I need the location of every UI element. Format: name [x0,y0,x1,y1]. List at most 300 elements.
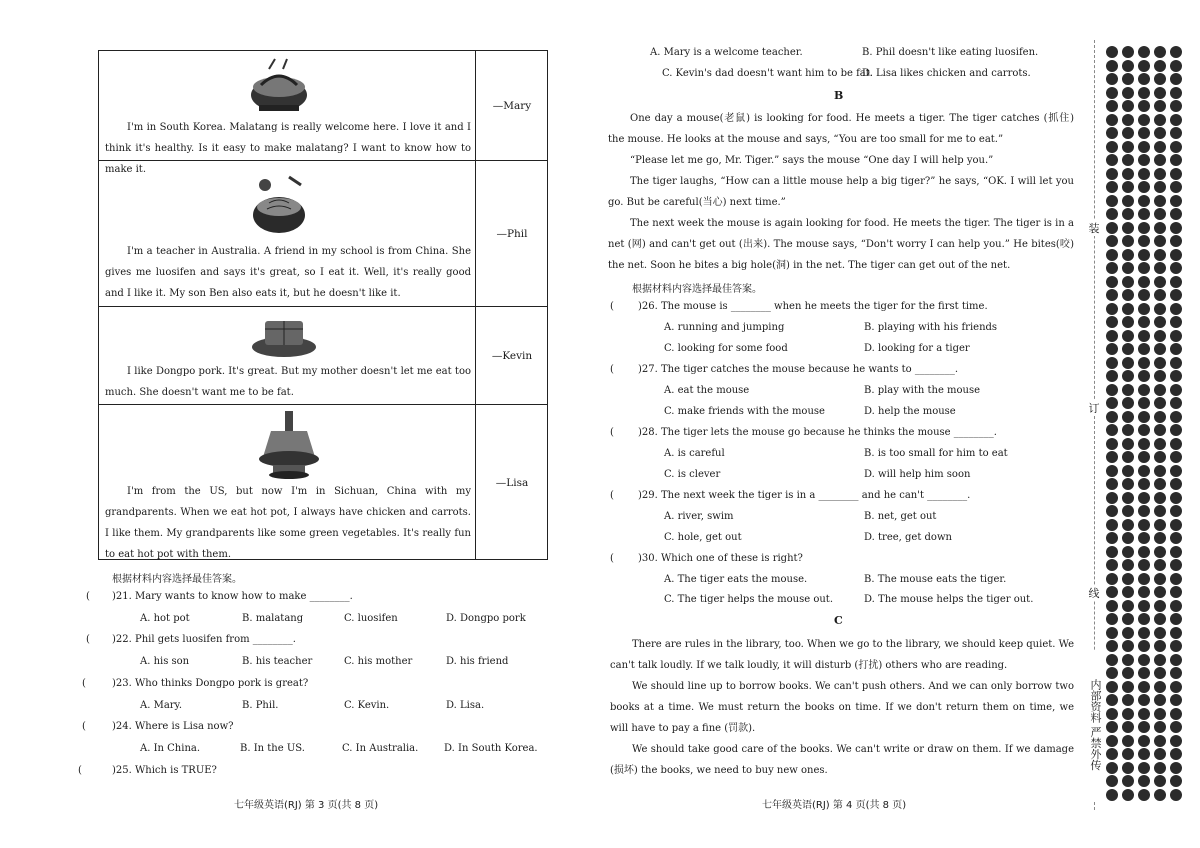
binding-dot [1154,141,1166,153]
binding-dot [1122,492,1134,504]
binding-dot [1138,357,1150,369]
option: C. In Australia. [342,743,419,754]
binding-dot [1138,262,1150,274]
binding-dot [1170,384,1182,396]
binding-dot [1170,762,1182,774]
binding-dot [1122,370,1134,382]
binding-dot [1122,87,1134,99]
binding-dot [1154,559,1166,571]
binding-dot [1138,330,1150,342]
story-paragraph: “Please let me go, Mr. Tiger.” says the mouse “One day I will help you.” [630,155,994,166]
question-22: )22. Phil gets luosifen from ________. [112,634,296,645]
binding-dot [1138,316,1150,328]
binding-dot [1138,249,1150,261]
binding-dot [1122,330,1134,342]
binding-dot [1138,181,1150,193]
binding-dot [1106,222,1118,234]
binding-dot [1170,586,1182,598]
option: C. Kevin. [344,700,390,711]
binding-dot [1122,127,1134,139]
binding-dot [1154,100,1166,112]
binding-dot [1170,748,1182,760]
binding-dot [1170,235,1182,247]
option: D. The mouse helps the tiger out. [864,594,1034,605]
binding-dot [1170,87,1182,99]
binding-dot [1122,222,1134,234]
binding-dot [1138,235,1150,247]
question-26: )26. The mouse is ________ when he meets the tiger for the first time. [638,301,988,312]
binding-dot [1170,532,1182,544]
binding-dot [1122,235,1134,247]
binding-dot [1122,762,1134,774]
option: C. luosifen [344,613,398,624]
binding-dot [1122,438,1134,450]
binding-dot [1170,451,1182,463]
dongpo-pork-icon [249,313,319,359]
binding-dot [1138,276,1150,288]
binding-dot [1170,397,1182,409]
right-page: A. Mary is a welcome teacher. B. Phil doesn't like eating luosifen. C. Kevin's dad doesn't want him to be fat. D. Lisa likes chicken and carrots. B One day a mouse(老鼠) is looking for food. He meets a tiger. The tiger catches (抓住) the mouse. He looks at the mouse and says, “You are too small for me to eat.” “Please let me go, Mr. Tiger.” says the mouse “One day I will help you.” The tiger laughs, “How can a little mouse help a big tiger?” he says, “OK. I will let you go. But be careful(当心) next time.” The next week the mouse is again looking for food. He meets the tiger. The tiger is in a net (网) and can't get out (出来). The mouse says, “Don't worry I can help you.” He bites(咬) the net. Soon he bites a big hole(洞) in the net. The tiger can get out of the net. 根据材料内容选择最佳答案。 ( )26. The mouse is ________ when he meets the tiger for the first time. A. running and jumping B. playing with his friends C. looking for some food D. looking for a tiger ( )27. The tiger catches the mouse because he wants to ________. A. eat the mouse B. play with the mouse C. make friends with the mouse D. help the mouse ( )28. The tiger lets the mouse go because he thinks the mouse ________. A. is careful B. is too small for him to eat C. is clever D. will help him soon ( )29. The next week the tiger is in a ________ and he can't ________. A. river, swim B. net, get out C. hole, get out D. tree, get down ( )30. Which one of these is right? A. The tiger eats the mouse. B. The mouse eats the tiger. C. The tiger helps the mouse out. D. The mouse helps the tiger out. C There are rules in the library, too. When we go to the library, we should keep quiet. We can't talk loudly. If we talk loudly, it will disturb (打扰) others who are reading. We should line up to borrow books. We can't push others. And we can only borrow two books at a time. We must return the books on time. If we don't return them on time, we will have to pay a fine (罚款). We should take good care of the books. We can't write or draw on them. If we damage (损坏) the books, we need to buy new ones. 七年级英语(RJ) 第 4 页(共 8 页) [608,47,1074,811]
instruction: 根据材料内容选择最佳答案。 [632,284,762,295]
binding-dot [1154,262,1166,274]
binding-dot [1122,546,1134,558]
binding-dot [1122,289,1134,301]
binding-dot [1106,505,1118,517]
binding-dot [1138,748,1150,760]
binding-dot [1106,370,1118,382]
table-row [99,51,547,175]
binding-dot [1106,762,1118,774]
section-heading-c: C [834,614,843,627]
binding-dot [1106,289,1118,301]
binding-dot [1138,667,1150,679]
binding-dot [1138,195,1150,207]
option: A. hot pot [140,613,190,624]
binding-dot [1122,532,1134,544]
binding-dot [1122,586,1134,598]
binding-dot [1138,208,1150,220]
binding-margin [1082,40,1192,810]
binding-dot [1138,141,1150,153]
binding-dot [1154,235,1166,247]
binding-dot [1154,276,1166,288]
binding-dot [1138,586,1150,598]
binding-dot [1106,681,1118,693]
binding-dot [1154,316,1166,328]
option: C. hole, get out [664,532,742,543]
binding-dot [1154,465,1166,477]
binding-dot [1154,330,1166,342]
option: D. Dongpo pork [446,613,526,624]
option: D. help the mouse [864,406,956,417]
binding-dot [1122,721,1134,733]
question-25: )25. Which is TRUE? [112,765,217,776]
instruction: 根据材料内容选择最佳答案。 [112,574,242,585]
option: D. Lisa. [446,700,485,711]
binding-dot [1106,168,1118,180]
binding-dot [1106,46,1118,58]
story-paragraph: We should take good care of the books. We can't write or draw on them. If we damage (损坏) the books, we need to buy new ones. [610,744,1074,776]
binding-dot [1154,208,1166,220]
binding-dot [1106,424,1118,436]
binding-dot [1106,775,1118,787]
option: D. tree, get down [864,532,952,543]
binding-dot [1122,60,1134,72]
binding-dot [1122,640,1134,652]
binding-dot [1170,654,1182,666]
binding-dot [1138,492,1150,504]
binding-dot [1154,222,1166,234]
binding-dot [1154,168,1166,180]
binding-dot [1122,100,1134,112]
binding-dot [1122,141,1134,153]
binding-dot [1170,276,1182,288]
binding-dot [1170,73,1182,85]
option: B. Phil. [242,700,279,711]
binding-dot [1138,451,1150,463]
row-text: I'm a teacher in Australia. A friend in my school is from China. She gives me luosifen and says it's great, so I eat it. Well, it's really good and I like it. My son Ben also eats it, but he doesn't like it. [105,246,471,299]
row-author: —Lisa [495,476,529,489]
binding-dot [1154,424,1166,436]
story-paragraph: There are rules in the library, too. When we go to the library, we should keep quiet. We can't talk loudly. If we talk loudly, it will disturb (打扰) others who are reading. [610,639,1074,671]
binding-dot [1138,100,1150,112]
option: C. looking for some food [664,343,788,354]
binding-dot [1106,438,1118,450]
binding-dot [1170,141,1182,153]
option: B. net, get out [864,511,937,522]
binding-dot [1170,667,1182,679]
binding-dot [1154,411,1166,423]
binding-dot [1122,276,1134,288]
binding-dot [1138,384,1150,396]
binding-dot [1154,748,1166,760]
binding-dot [1170,262,1182,274]
binding-dot [1170,424,1182,436]
binding-dot [1138,370,1150,382]
binding-dot [1154,73,1166,85]
binding-dot [1138,438,1150,450]
binding-dot [1154,519,1166,531]
binding-dot [1106,73,1118,85]
binding-dot [1138,411,1150,423]
malatang-bowl-icon [239,57,319,115]
binding-dot [1154,762,1166,774]
binding-dot [1122,735,1134,747]
binding-dot [1154,681,1166,693]
binding-dot [1138,762,1150,774]
binding-dot [1138,775,1150,787]
story-paragraph: One day a mouse(老鼠) is looking for food. He meets a tiger. The tiger catches (抓住) the mouse. He looks at the mouse and says, “You are too small for me to eat.” [608,113,1074,145]
binding-dot [1122,397,1134,409]
binding-dot [1122,357,1134,369]
option: B. malatang [242,613,304,624]
binding-dot [1154,384,1166,396]
binding-dot [1122,694,1134,706]
section-heading-b: B [834,89,844,102]
binding-dot [1154,627,1166,639]
binding-dot [1154,249,1166,261]
question-24: )24. Where is Lisa now? [112,721,234,732]
binding-dot [1138,573,1150,585]
binding-dot [1170,492,1182,504]
binding-dot [1154,586,1166,598]
reading-table [98,50,548,560]
option: D. Lisa likes chicken and carrots. [862,68,1031,79]
binding-dot [1122,627,1134,639]
binding-dot [1154,181,1166,193]
binding-dot [1106,559,1118,571]
option: D. looking for a tiger [864,343,970,354]
binding-dot [1122,775,1134,787]
story-paragraph: The next week the mouse is again looking for food. He meets the tiger. The tiger is in a net (网) and can't get out (出来). The mouse says, “Don't worry I can help you.” He bites(咬) the net. Soon he bites a big hole(洞) in the net. The tiger can get out of the net. [608,218,1074,271]
binding-dot [1138,397,1150,409]
binding-dot [1154,654,1166,666]
binding-dot [1106,127,1118,139]
binding-dot [1170,154,1182,166]
binding-dot [1106,235,1118,247]
binding-dot [1122,465,1134,477]
binding-dot [1122,613,1134,625]
binding-dot [1154,573,1166,585]
row-text: I'm from the US, but now I'm in Sichuan, China with my grandparents. When we eat hot pot, I always have chicken and carrots. I like them. My grandparents like some green vegetables. It's really fun to eat hot pot with them. [105,486,471,560]
binding-dot [1106,789,1118,801]
binding-dot [1170,181,1182,193]
option: A. eat the mouse [664,385,750,396]
binding-dot [1122,478,1134,490]
binding-dot [1106,600,1118,612]
binding-dot [1122,181,1134,193]
binding-dot [1138,627,1150,639]
option: A. river, swim [664,511,734,522]
binding-dot [1106,262,1118,274]
binding-dot [1138,46,1150,58]
binding-dot [1106,114,1118,126]
page-footer: 七年级英语(RJ) 第 4 页(共 8 页) [762,800,907,811]
binding-dot [1154,694,1166,706]
binding-dot [1106,465,1118,477]
binding-dot [1170,613,1182,625]
question-21: )21. Mary wants to know how to make ________. [112,591,353,602]
binding-dot [1106,195,1118,207]
binding-dot [1106,546,1118,558]
binding-dot [1138,465,1150,477]
binding-dot [1106,316,1118,328]
binding-dot [1122,748,1134,760]
luosifen-bowl-icon [239,173,319,239]
binding-dot [1106,735,1118,747]
binding-dot [1170,208,1182,220]
binding-dot [1106,519,1118,531]
page-footer: 七年级英语(RJ) 第 3 页(共 8 页) [234,800,379,811]
binding-dot [1154,289,1166,301]
binding-dot [1106,627,1118,639]
binding-dot [1106,586,1118,598]
binding-dot [1106,397,1118,409]
binding-dot [1170,546,1182,558]
binding-dot [1154,451,1166,463]
binding-dot [1154,492,1166,504]
binding-dot [1170,600,1182,612]
binding-dot [1154,721,1166,733]
binding-dot [1106,208,1118,220]
binding-dot [1138,640,1150,652]
binding-dot [1170,60,1182,72]
binding-dot [1170,249,1182,261]
binding-dot [1170,789,1182,801]
binding-dot [1138,519,1150,531]
binding-dot [1154,370,1166,382]
binding-dot [1106,613,1118,625]
question-30: )30. Which one of these is right? [638,553,803,564]
binding-dot [1138,222,1150,234]
option: B. In the US. [240,743,305,754]
binding-dot [1122,600,1134,612]
binding-mark: 装 [1082,220,1106,236]
binding-dot [1170,100,1182,112]
binding-dot [1106,654,1118,666]
confidential-notice: 内部资料 严禁外传 [1082,650,1102,800]
binding-dot [1138,789,1150,801]
binding-dot [1154,613,1166,625]
binding-dot [1122,303,1134,315]
binding-dot [1106,721,1118,733]
binding-dot [1122,46,1134,58]
binding-dot [1138,114,1150,126]
binding-dot [1138,532,1150,544]
table-row [99,161,547,307]
binding-mark: 线 [1082,585,1106,601]
binding-dot [1154,303,1166,315]
binding-dot [1138,505,1150,517]
binding-dot [1122,667,1134,679]
option: A. The tiger eats the mouse. [664,574,808,585]
binding-dot [1154,546,1166,558]
option: A. Mary is a welcome teacher. [650,47,803,58]
binding-dot [1138,546,1150,558]
binding-dot [1170,343,1182,355]
binding-dot [1106,141,1118,153]
option: C. The tiger helps the mouse out. [664,594,834,605]
left-page: I'm in South Korea. Malatang is really welcome here. I love it and I think it's healthy. Is it easy to make malatang? I want to know how to make it. —Mary I'm a teacher in Australia. A friend in my school is from China. She gives me luosifen and says it's great, so I eat it. Well, it's really good and I like it. My son Ben also eats it, but he doesn't like it. —Phil I like Dongpo pork. It's great. But my mother doesn't let me eat too much. She doesn't want me to be fat. —Kevin I'm from the US, but now I'm in Sichuan, China with my grandparents. When we eat hot pot, I always have chicken and carrots. I like them. My grandparents like some green vegetables. It's really fun to eat hot pot with them. —Lisa 根据材料内容选择最佳答案。 ( )21. Mary wants to know how to make ________. A. hot pot B. malatang C. luosifen D. Dongpo pork ( )22. Phil gets luosifen from ________. A. his son B. his teacher C. his mother D. his friend ( )23. Who thinks Dongpo pork is great? A. Mary. B. Phil. C. Kevin. D. Lisa. ( )24. Where is Lisa now? A. In China. B. In the US. C. In Australia. D. In South Korea. ( )25. Which is TRUE? 七年级英语(RJ) 第 3 页(共 8 页) [0,0,600,848]
binding-dot [1170,735,1182,747]
row-author: —Kevin [491,349,533,362]
binding-dot [1122,168,1134,180]
binding-dot [1138,721,1150,733]
binding-dot [1154,397,1166,409]
binding-dot [1106,532,1118,544]
row-text: I'm in South Korea. Malatang is really welcome here. I love it and I think it's healthy. Is it easy to make malatang? I want to know how to make it. [105,122,471,175]
binding-dot [1170,370,1182,382]
question-28: )28. The tiger lets the mouse go because he thinks the mouse ________. [638,427,997,438]
binding-dot [1138,654,1150,666]
binding-dot [1106,87,1118,99]
binding-dot [1138,424,1150,436]
option: A. In China. [140,743,201,754]
binding-dot [1122,654,1134,666]
option: B. Phil doesn't like eating luosifen. [862,47,1039,58]
story-paragraph: The tiger laughs, “How can a little mouse help a big tiger?” he says, “OK. I will let you go. But be careful(当心) next time.” [608,176,1074,208]
option: C. is clever [664,469,721,480]
binding-dot [1122,708,1134,720]
binding-dot [1154,532,1166,544]
option: D. his friend [446,656,509,667]
binding-dot [1122,343,1134,355]
binding-dot [1154,775,1166,787]
binding-dot [1106,667,1118,679]
binding-dot [1122,262,1134,274]
binding-dot [1170,681,1182,693]
binding-dot [1106,181,1118,193]
binding-dot [1154,438,1166,450]
binding-dot [1154,154,1166,166]
binding-dot [1106,384,1118,396]
binding-dot [1154,708,1166,720]
question-27: )27. The tiger catches the mouse because he wants to ________. [638,364,959,375]
binding-dot [1170,411,1182,423]
binding-dot [1170,465,1182,477]
binding-dot [1154,114,1166,126]
binding-dot [1170,708,1182,720]
binding-dot [1138,303,1150,315]
binding-dot [1138,559,1150,571]
binding-dot [1122,154,1134,166]
binding-dot [1122,681,1134,693]
binding-dot [1170,627,1182,639]
binding-dot [1122,208,1134,220]
binding-dot [1154,60,1166,72]
option: D. In South Korea. [444,743,538,754]
binding-dot [1122,195,1134,207]
binding-dot [1106,708,1118,720]
option: B. play with the mouse [864,385,981,396]
binding-dot [1106,451,1118,463]
binding-dot [1170,478,1182,490]
binding-dot [1138,600,1150,612]
binding-dot [1170,505,1182,517]
option: B. playing with his friends [864,322,998,333]
question-23: )23. Who thinks Dongpo pork is great? [112,678,309,689]
binding-dot [1170,330,1182,342]
binding-dot [1138,168,1150,180]
binding-dot [1106,60,1118,72]
binding-dot [1138,87,1150,99]
binding-dot [1138,343,1150,355]
binding-dot [1170,573,1182,585]
option: C. make friends with the mouse [664,406,825,417]
binding-dot [1106,411,1118,423]
question-29: )29. The next week the tiger is in a ________ and he can't ________. [638,490,971,501]
table-row [99,405,547,560]
binding-dot [1170,721,1182,733]
binding-dot [1170,640,1182,652]
binding-dot [1106,492,1118,504]
option: C. his mother [344,656,413,667]
binding-dot [1154,343,1166,355]
binding-dot [1170,168,1182,180]
binding-dot-pattern [1106,46,1184,802]
binding-dot [1154,87,1166,99]
option: D. will help him soon [864,469,971,480]
binding-dot [1138,694,1150,706]
binding-dot [1170,114,1182,126]
row-author: —Mary [492,99,532,112]
binding-dot [1170,195,1182,207]
table-row [99,307,547,405]
binding-dot [1170,438,1182,450]
binding-dot [1122,411,1134,423]
option: A. running and jumping [664,322,785,333]
binding-dot [1138,60,1150,72]
